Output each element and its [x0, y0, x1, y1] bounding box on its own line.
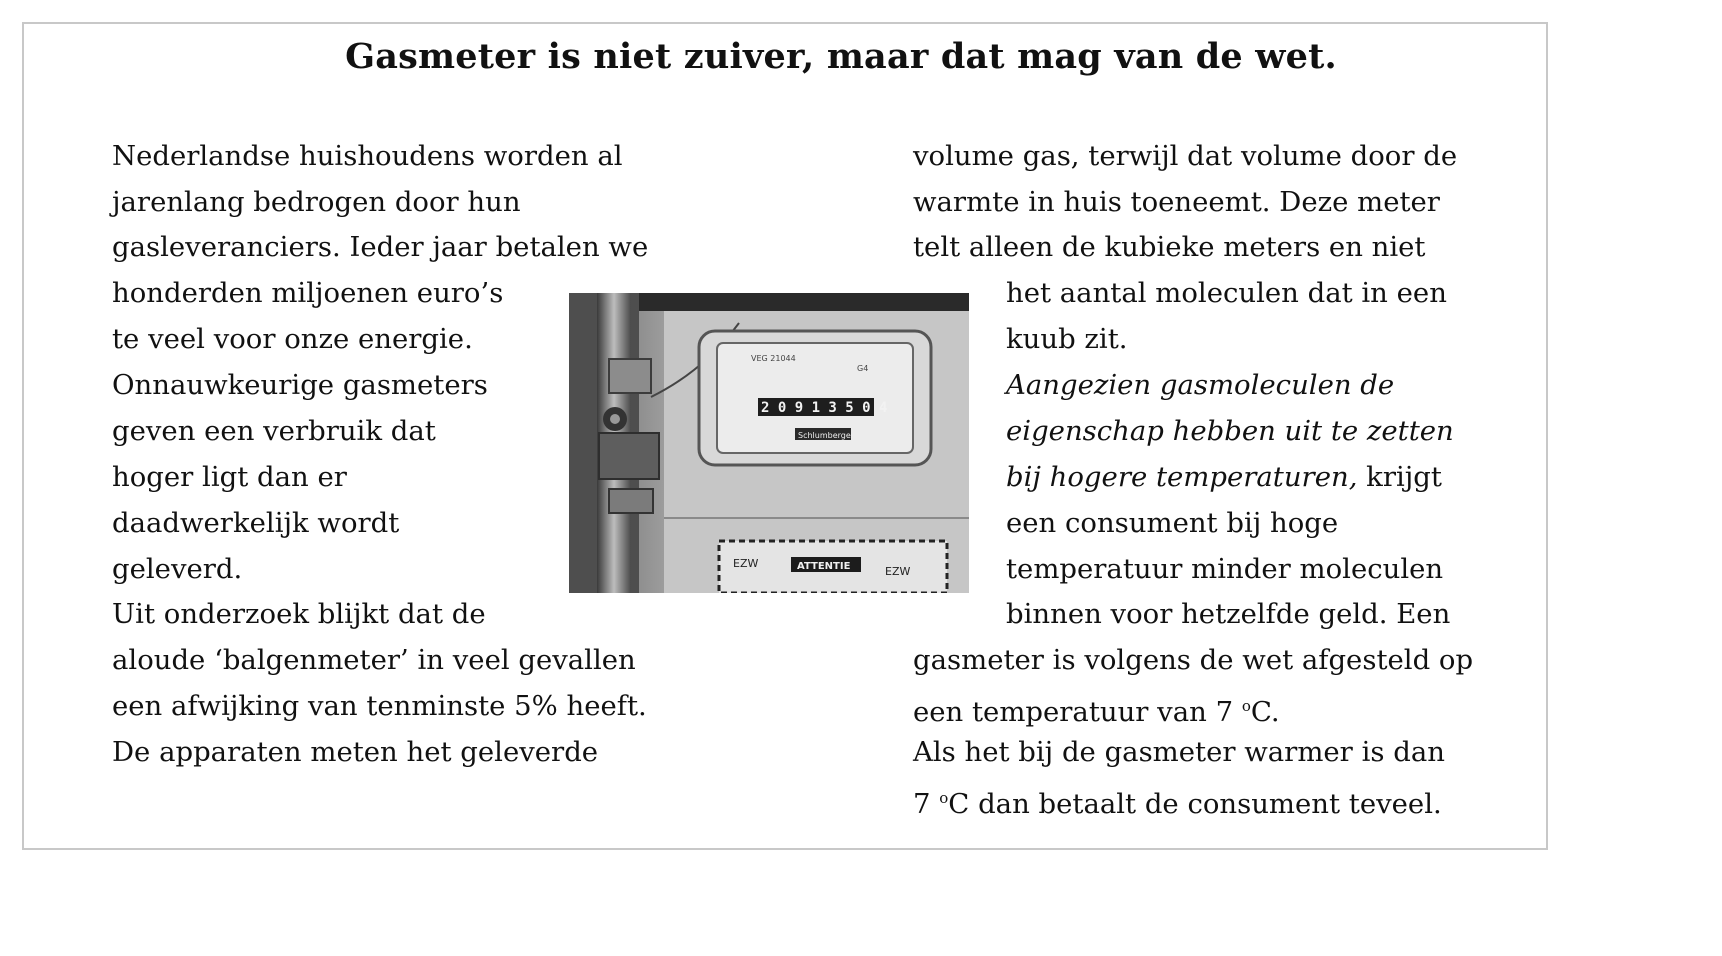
- left-line-5: te veel voor onze energie.: [112, 323, 473, 355]
- degree-sign-2: o: [939, 789, 949, 807]
- left-line-1: Nederlandse huishoudens worden al: [112, 140, 623, 172]
- right-line-14: Als het bij de gasmeter warmer is dan: [913, 736, 1445, 768]
- temp-text-1: een temperatuur van 7: [913, 696, 1242, 728]
- left-line-12: aloude ‘balgenmeter’ in veel gevallen: [112, 644, 636, 676]
- left-line-4: honderden miljoenen euro’s: [112, 277, 504, 309]
- meter-class-text: G4: [857, 364, 869, 373]
- marking-right-text: EZW: [885, 565, 911, 578]
- right-line-2: warmte in huis toeneemt. Deze meter: [913, 186, 1440, 218]
- italic-text-3: bij hogere temperaturen,: [1006, 461, 1358, 493]
- left-line-11: Uit onderzoek blijkt dat de: [112, 598, 486, 630]
- right-line-1: volume gas, terwijl dat volume door de: [913, 140, 1458, 172]
- right-line-3: telt alleen de kubieke meters en niet: [913, 231, 1426, 263]
- left-line-8: hoger ligt dan er: [112, 461, 347, 493]
- article-title: Gasmeter is niet zuiver, maar dat mag van de wet.: [345, 36, 1337, 77]
- right-line-4: het aantal moleculen dat in een: [1006, 277, 1447, 309]
- right-line-5: kuub zit.: [1006, 323, 1128, 355]
- right-line-7: [1006, 414, 1454, 448]
- left-line-3: gasleveranciers. Ieder jaar betalen we: [112, 231, 649, 263]
- right-line-10: temperatuur minder moleculen: [1006, 553, 1444, 585]
- meter-brand-text: Schlumberger: [798, 431, 855, 440]
- warning-label-text: ATTENTIE: [797, 561, 851, 572]
- right-line-9: een consument bij hoge: [1006, 507, 1339, 539]
- italic-tail: krijgt: [1357, 461, 1442, 493]
- marking-left-text: EZW: [733, 557, 759, 570]
- meter-counter-digits: 2 0 9 1 3 5 0 4: [761, 400, 888, 416]
- temp-unit-2: C dan betaalt de consument teveel.: [948, 788, 1442, 820]
- right-line-15: [913, 781, 1442, 821]
- left-line-13: een afwijking van tenminste 5% heeft.: [112, 690, 647, 722]
- left-line-6: Onnauwkeurige gasmeters: [112, 369, 488, 401]
- temp-text-2: 7: [913, 788, 940, 820]
- left-line-14: De apparaten meten het geleverde: [112, 736, 599, 768]
- gas-meter-photo: [569, 293, 969, 593]
- right-line-13: [913, 689, 1280, 729]
- right-line-6: [1006, 368, 1394, 402]
- left-line-7: geven een verbruik dat: [112, 415, 436, 447]
- left-line-10: geleverd.: [112, 553, 243, 585]
- right-line-8: [1006, 460, 1442, 494]
- right-line-11: binnen voor hetzelfde geld. Een: [1006, 598, 1451, 630]
- meter-model-text: VEG 21044: [751, 354, 796, 363]
- italic-text-1: Aangezien gasmoleculen de: [1006, 369, 1395, 401]
- temp-unit-1: C.: [1250, 696, 1280, 728]
- right-line-12: gasmeter is volgens de wet afgesteld op: [913, 644, 1474, 676]
- left-line-2: jarenlang bedrogen door hun: [112, 186, 521, 218]
- left-line-9: daadwerkelijk wordt: [112, 507, 400, 539]
- degree-sign-1: o: [1241, 697, 1251, 715]
- italic-text-2: eigenschap hebben uit te zetten: [1006, 415, 1454, 447]
